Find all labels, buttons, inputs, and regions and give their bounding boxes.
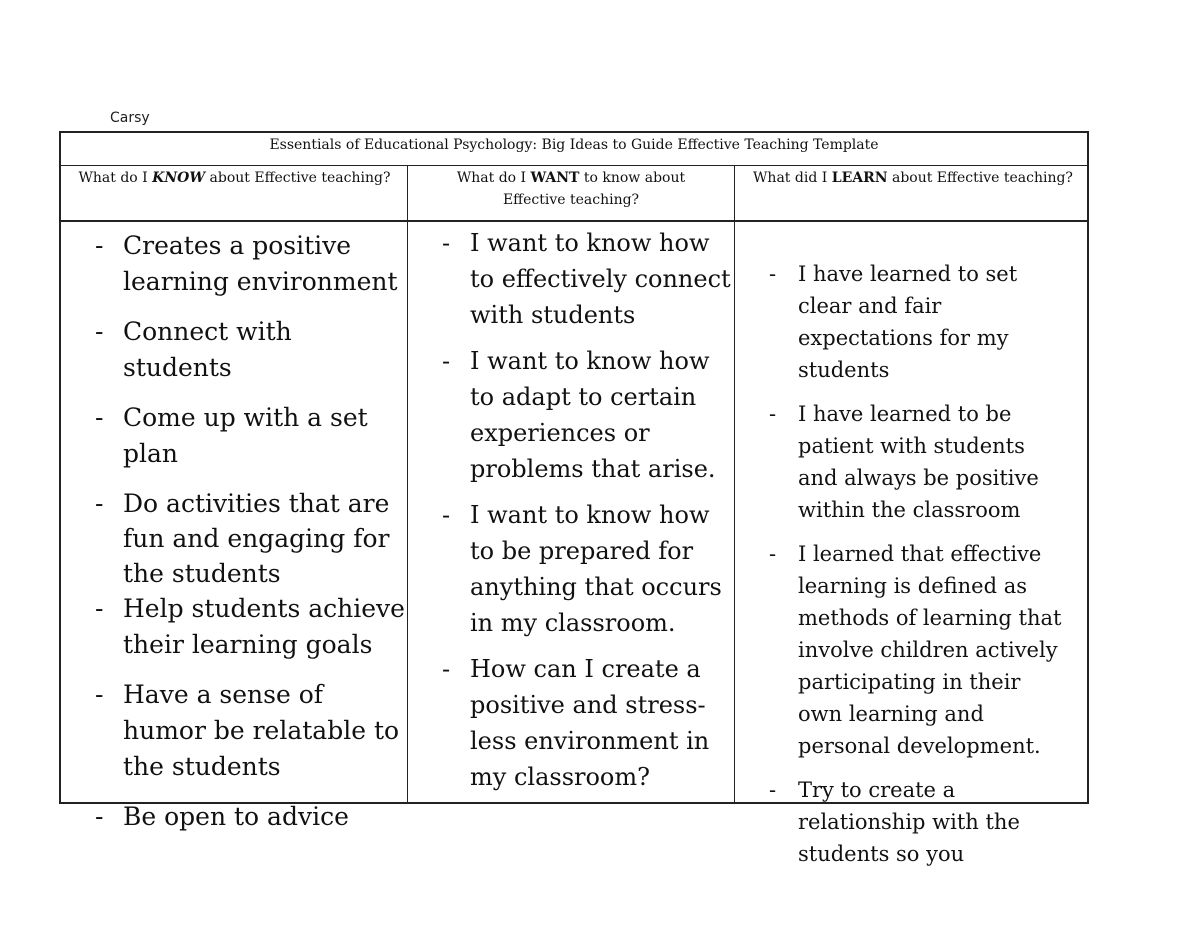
list-item-text: I want to know how to adapt to certain experiences or problems that arise.: [470, 347, 716, 483]
list-item: [442, 497, 732, 641]
list-item-text: Connect with students: [123, 317, 292, 382]
list-item: [442, 225, 732, 333]
list-item: [95, 486, 405, 591]
list-item: [442, 651, 732, 795]
bullet-dash: -: [95, 231, 104, 260]
list-item: [769, 774, 1069, 870]
table-title: Essentials of Educational Psychology: Big Ideas to Guide Effective Teaching Template: [61, 133, 1087, 166]
list-item-text: Creates a positive learning environment: [123, 231, 398, 296]
header-learn-pre: What did I: [753, 170, 832, 186]
list-item-text: I want to know how to effectively connect with students: [470, 229, 731, 329]
header-row: [61, 166, 1087, 222]
list-item-text: Do activities that are fun and engaging for the students: [123, 489, 390, 588]
list-item-text: I learned that effective learning is defined as methods of learning that involve children actively participating in their own learning and personal development.: [798, 542, 1062, 758]
list-item: [95, 314, 405, 386]
list-item-text: I have learned to be patient with students and always be positive within the classroom: [798, 402, 1039, 522]
list-item-text: Try to create a relationship with the students so you: [798, 778, 1020, 866]
bullet-dash: -: [95, 802, 104, 831]
bullet-dash: -: [95, 680, 104, 709]
list-item-text: Come up with a set plan: [123, 403, 368, 468]
list-item-text: Have a sense of humor be relatable to the students: [123, 680, 400, 781]
header-know-post: about Effective teaching?: [205, 170, 391, 186]
list-item: [95, 799, 405, 835]
list-item-text: Be open to advice: [123, 802, 349, 831]
bullet-dash: -: [442, 655, 451, 683]
list-item: [95, 677, 405, 785]
list-item: [769, 398, 1069, 526]
header-want-pre: What do I: [456, 170, 531, 186]
bullet-dash: -: [442, 501, 451, 529]
list-item: [769, 538, 1069, 762]
column-divider: [734, 166, 735, 802]
header-know: [67, 166, 402, 220]
column-divider: [407, 166, 408, 802]
kwl-table: [59, 131, 1089, 866]
header-want: [431, 166, 711, 220]
want-column: [442, 225, 732, 805]
bullet-dash: -: [769, 402, 777, 426]
bullet-dash: -: [95, 317, 104, 346]
header-want-key: WANT: [530, 170, 580, 186]
list-item-text: I want to know how to be prepared for anything that occurs in my classroom.: [470, 501, 722, 637]
list-item: [95, 400, 405, 472]
list-item-text: How can I create a positive and stress-less environment in my classroom?: [470, 655, 710, 791]
bullet-dash: -: [442, 229, 451, 257]
bullet-dash: -: [769, 542, 777, 566]
list-item-text: Help students achieve their learning goals: [123, 594, 405, 659]
header-want-post: to know about Effective teaching?: [502, 170, 686, 208]
header-know-pre: What do I: [78, 170, 153, 186]
learn-column: [769, 258, 1069, 882]
list-item: [95, 591, 405, 663]
bullet-dash: -: [769, 262, 777, 286]
header-learn: [737, 166, 1089, 220]
bullet-dash: -: [95, 594, 104, 623]
header-learn-key: LEARN: [831, 170, 888, 186]
header-know-key: KNOW: [152, 170, 206, 186]
bullet-dash: -: [95, 489, 104, 518]
list-item-text: I have learned to set clear and fair expectations for my students: [798, 262, 1018, 382]
bullet-dash: -: [769, 778, 777, 802]
know-column: [95, 228, 405, 849]
list-item: [769, 258, 1069, 386]
author-name: Carsy: [110, 110, 150, 126]
bullet-dash: -: [442, 347, 451, 375]
list-item: [442, 343, 732, 487]
bullet-dash: -: [95, 403, 104, 432]
list-item: [95, 228, 405, 300]
header-learn-post: about Effective teaching?: [887, 170, 1073, 186]
